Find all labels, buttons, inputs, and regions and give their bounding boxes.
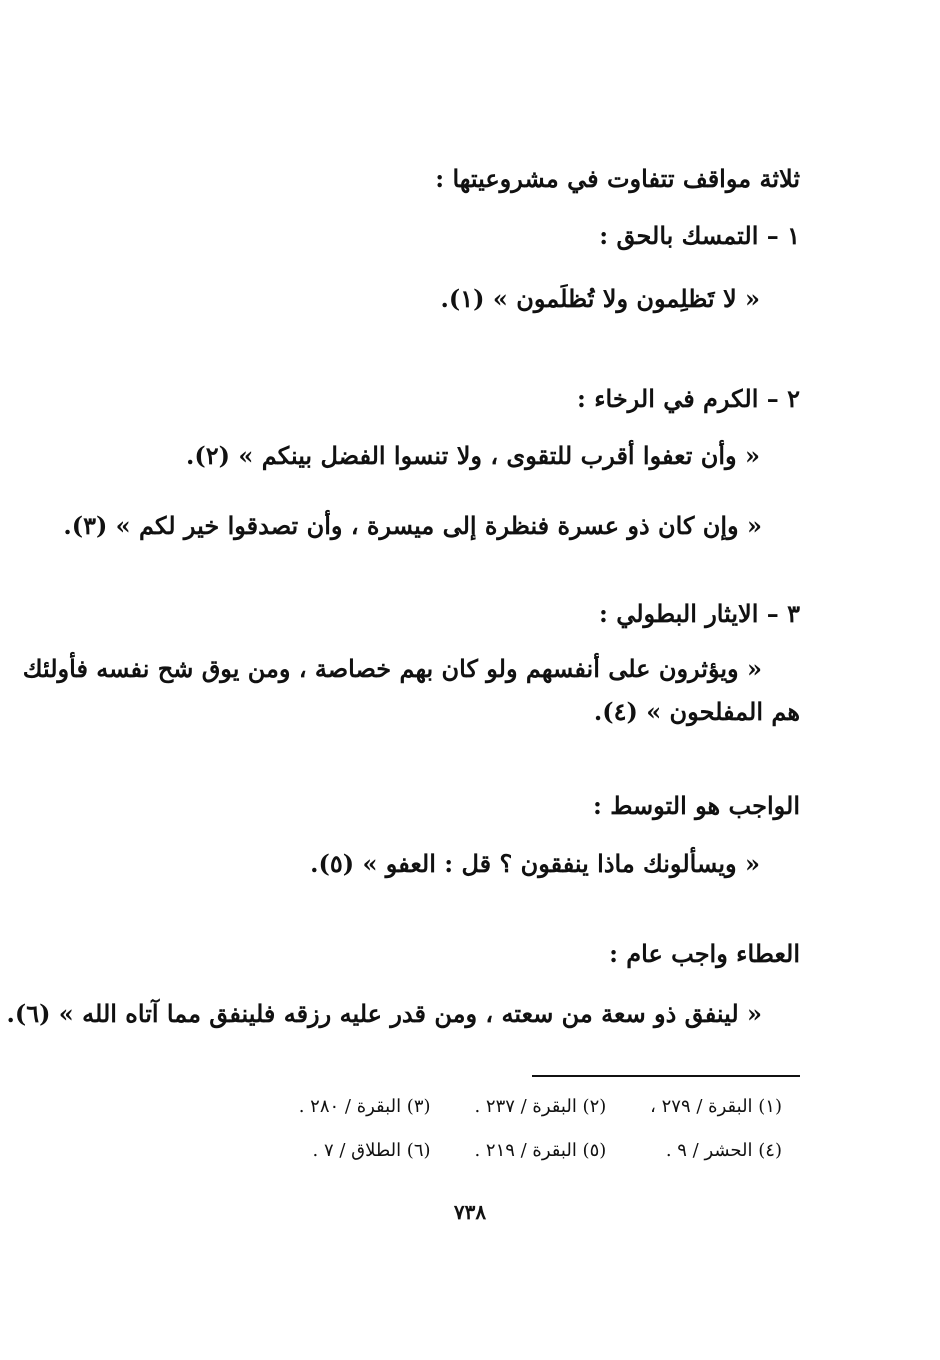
section-3-quote-line-1: « ويؤثرون على أنفسهم ولو كان بهم خصاصة ، ومن يوق شح نفسه فأولئك — [22, 654, 762, 683]
footnote-5: (٥) البقرة / ٢١٩ . — [474, 1140, 607, 1161]
section-3-quote-line-2: هم المفلحون » (٤). — [593, 697, 800, 726]
section-2-heading: ٢ – الكرم في الرخاء : — [577, 384, 800, 413]
section-1-quote: « لا تَظلِمون ولا تُظلَمون » (١). — [440, 284, 760, 313]
footnote-2: (٢) البقرة / ٢٣٧ . — [474, 1096, 607, 1117]
section-5-heading: العطاء واجب عام : — [609, 939, 800, 968]
footnote-separator — [532, 1075, 800, 1077]
footnote-4: (٤) الحشر / ٩ . — [665, 1140, 782, 1161]
section-4-quote: « ويسألونك ماذا ينفقون ؟ قل : العفو » (٥). — [310, 849, 760, 878]
section-4-heading: الواجب هو التوسط : — [593, 791, 800, 820]
page-number: ٧٣٨ — [453, 1200, 487, 1224]
footnote-1: (١) البقرة / ٢٧٩ ، — [650, 1096, 782, 1117]
footnote-3: (٣) البقرة / ٢٨٠ . — [298, 1096, 431, 1117]
section-2-quote-1: « وأن تعفوا أقرب للتقوى ، ولا تنسوا الفضل بينكم » (٢). — [186, 441, 760, 470]
intro-text: ثلاثة مواقف تتفاوت في مشروعيتها : — [435, 164, 800, 193]
footnote-6: (٦) الطلاق / ٧ . — [312, 1140, 431, 1161]
section-3-heading: ٣ – الايثار البطولي : — [599, 599, 800, 628]
footnote-row-1 — [299, 1096, 782, 1118]
section-2-quote-2: « وإن كان ذو عسرة فنظرة إلى ميسرة ، وأن تصدقوا خير لكم » (٣). — [63, 511, 762, 540]
section-5-quote: « لينفق ذو سعة من سعته ، ومن قدر عليه رزقه فلينفق مما آتاه الله » (٦). — [6, 999, 762, 1028]
section-1-heading: ١ – التمسك بالحق : — [599, 221, 800, 250]
footnote-row-2 — [312, 1140, 782, 1162]
